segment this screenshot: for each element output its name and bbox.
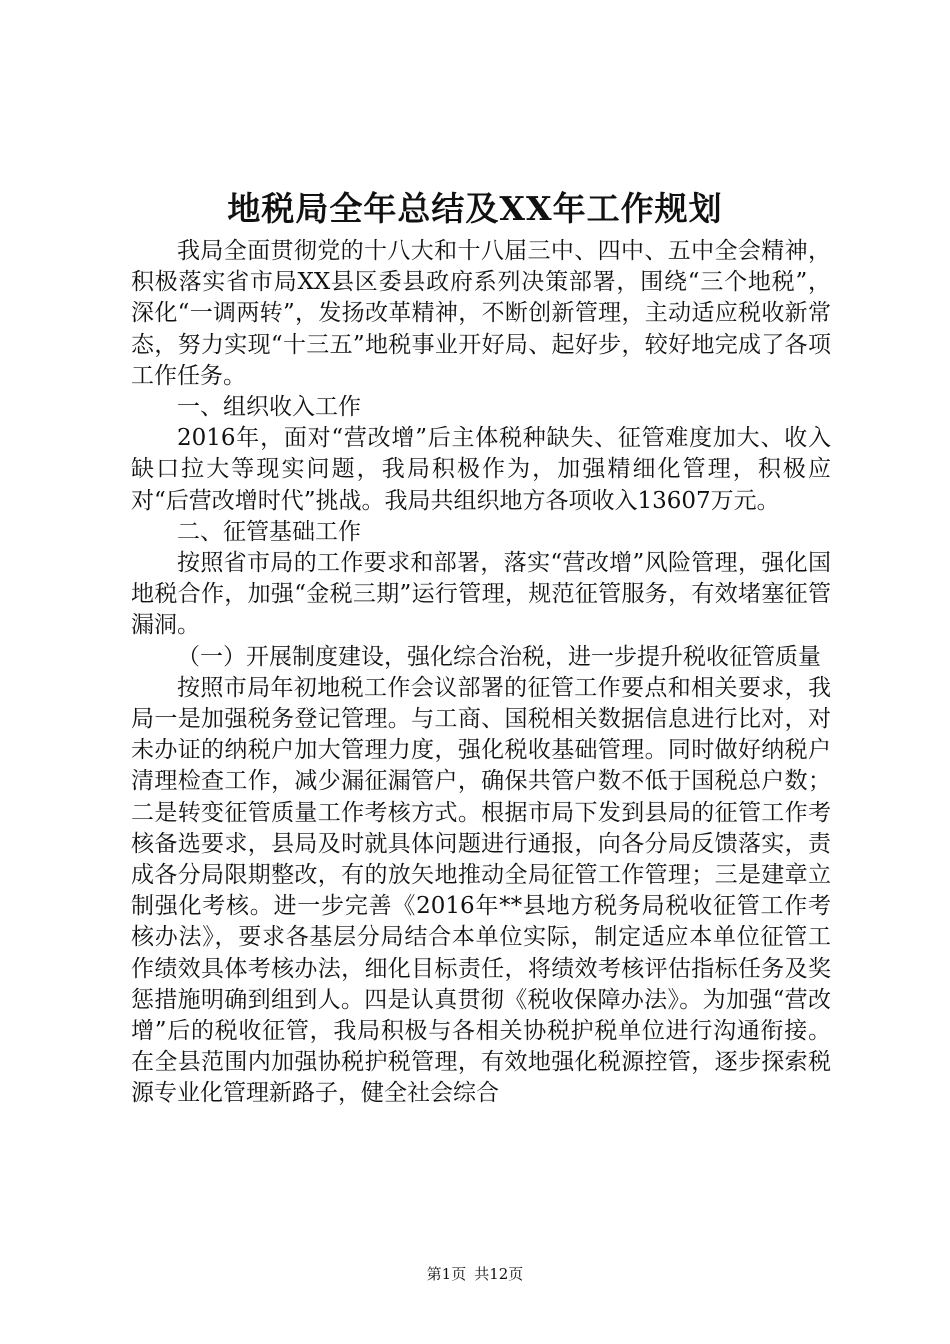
system-paragraph: 按照市局年初地税工作会议部署的征管工作要点和相关要求，我局一是加强税务登记管理。与工商、国税相关数据信息进行比对，对未办证的纳税户加大管理力度，强化税收基础管理。同时做好纳税户清理检查工作，减少漏征漏管户，确保共管户数不低于国税总户数；二是转变征管质量工作考核方式。根据市局下发到县局的征管工作考核备选要求，县局及时就具体问题进行通报，向各分局反馈落实，责成各分局限期整改，有的放矢地推动全局征管工作管理；三是建章立制强化考核。进一步完善《2016年**县地方税务局税收征管工作考核办法》，要求各基层分局结合本单位实际，制定适应本单位征管工作绩效具体考核办法，细化目标责任，将绩效考核评估指标任务及奖惩措施明确到组到人。四是认真贯彻《税收保障办法》。为加强“营改增”后的税收征管，我局积极与各相关协税护税单位进行沟通衔接。在全县范围内加强协税护税管理，有效地强化税源控管，逐步探索税源专业化管理新路子，健全社会综合 (131, 674, 831, 1107)
document-title: 地税局全年总结及XX年工作规划 (227, 189, 723, 228)
page-number: 第1页 (426, 1265, 467, 1283)
collection-paragraph: 按照省市局的工作要求和部署，落实“营改增”风险管理，强化国地税合作，加强“金税三期”运行管理，规范征管服务，有效堵塞征管漏洞。 (131, 550, 831, 639)
page-footer (0, 1264, 950, 1284)
document-body (131, 236, 831, 1110)
subsection-heading-system: （一）开展制度建设，强化综合治税，进一步提升税收征管质量 (177, 643, 821, 670)
intro-paragraph: 我局全面贯彻党的十八大和十八届三中、四中、五中全会精神，积极落实省市局XX县区委县政府系列决策部署，围绕“三个地税”，深化“一调两转”，发扬改革精神，不断创新管理，主动适应税收新常态，努力实现“十三五”地税事业开好局、起好步，较好地完成了各项工作任务。 (131, 238, 831, 389)
section-heading-collection: 二、征管基础工作 (177, 518, 361, 545)
page-total: 共12页 (474, 1265, 524, 1283)
revenue-paragraph: 2016年，面对“营改增”后主体税种缺失、征管难度加大、收入缺口拉大等现实问题，我局积极作为，加强精细化管理，积极应对“后营改增时代”挑战。我局共组织地方各项收入13607万元。 (131, 425, 831, 514)
section-heading-revenue: 一、组织收入工作 (177, 394, 361, 421)
